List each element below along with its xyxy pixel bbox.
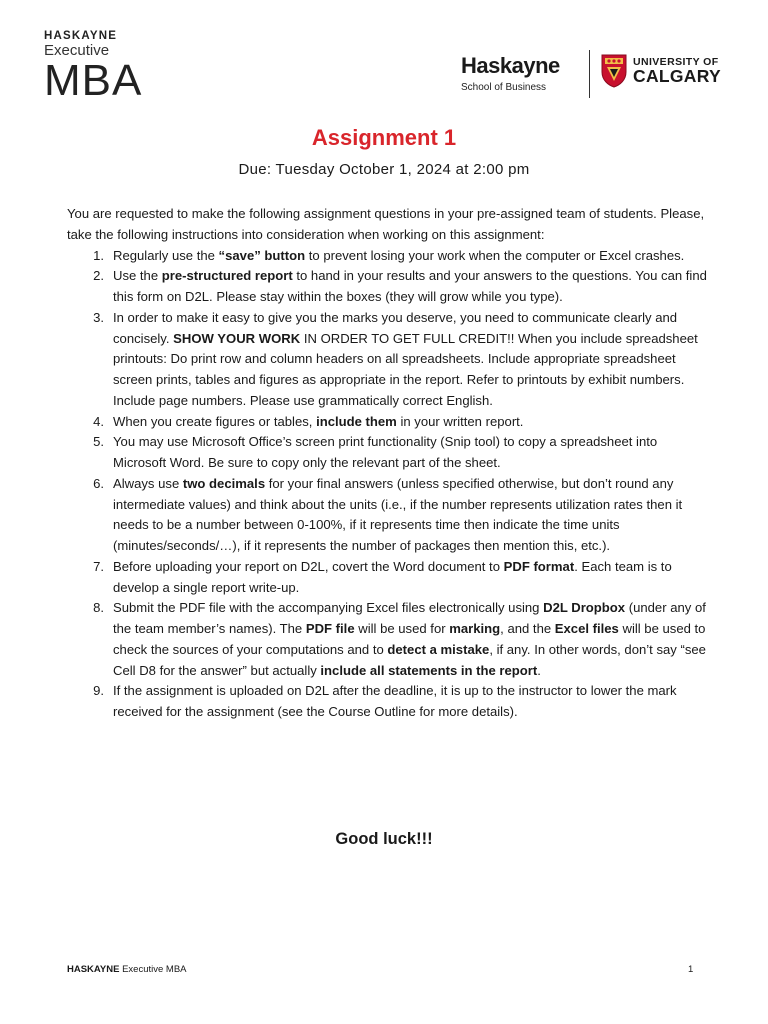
due-date: Due: Tuesday October 1, 2024 at 2:00 pm — [238, 161, 530, 178]
instruction-number: 1. — [93, 247, 104, 263]
instruction-text: In order to make it easy to give you the marks you deserve, you need to communicate clearly and concisely. SHOW YOUR WORK IN ORDER TO GET FULL CREDIT!! When you include spreadsheet printouts: Do print row and column headers on all spreadsheets. Include appropriate spreadsheet screen prints, tables and figures as appropriate in the report. Refer to printouts by exhibit numbers. Include page numbers. Please use grammatically correct English. — [113, 309, 698, 408]
closing-text: Good luck!!! — [335, 830, 433, 848]
instruction-number: 6. — [93, 475, 104, 491]
instruction-number: 9. — [93, 683, 104, 699]
exec-logo-mba: MBA — [44, 56, 143, 105]
instruction-number: 8. — [93, 600, 104, 616]
page-footer — [67, 964, 187, 975]
haskayne-school-logo — [461, 55, 581, 93]
exec-logo-brand: HASKAYNE — [44, 30, 118, 42]
instruction-number: 2. — [93, 268, 104, 284]
instructions-list — [67, 246, 707, 723]
uc-logo-line2: CALGARY — [633, 65, 721, 86]
instruction-item — [67, 681, 707, 723]
instruction-text: You may use Microsoft Office’s screen print functionality (Snip tool) to copy a spreadsheet into Microsoft Word. Be sure to copy only the relevant part of the sheet. — [113, 434, 658, 470]
instruction-text: Use the pre-structured report to hand in your results and your answers to the questions. You can find this form on D2L. Please stay within the boxes (they will grow while you type). — [113, 268, 707, 304]
instruction-text: Submit the PDF file with the accompanying Excel files electronically using D2L Dropbox (under any of the team member’s names). The PDF file will be used for marking, and the Excel files will be used to check the sources of your computations and to detect a mistake, if any. In other words, don’t say “see Cell D8 for the answer” but actually include all statements in the report. — [113, 600, 706, 678]
instruction-item — [67, 266, 707, 308]
intro-paragraph: You are requested to make the following assignment questions in your pre-assigned team of students. Please, take the following instructions into consideration when working on this assignment: — [67, 206, 705, 242]
instruction-number: 3. — [93, 309, 104, 325]
footer-program: Executive MBA — [119, 964, 187, 975]
instruction-item — [67, 474, 707, 557]
haskayne-executive-mba-logo — [44, 30, 174, 103]
instruction-text: If the assignment is uploaded on D2L after the deadline, it is up to the instructor to lower the mark received for the assignment (see the Course Outline for more details). — [113, 683, 677, 719]
uc-shield-icon — [601, 54, 627, 88]
instruction-number: 5. — [93, 434, 104, 450]
haskayne-logo-school: School of Business — [461, 82, 547, 93]
university-of-calgary-logo — [601, 54, 721, 88]
instruction-text: Always use two decimals for your final answers (unless specified otherwise, but don’t round any intermediate values) and think about the units (i.e., if the number represents utilization rates then it needs to be a number between 0-100%, if it represents time then indicate the time units (minutes/seconds/…), if it represents the number of packages then mention this, etc.). — [113, 475, 683, 553]
haskayne-logo-name: Haskayne — [461, 53, 560, 78]
instruction-item — [67, 598, 707, 681]
instruction-text: Before uploading your report on D2L, covert the Word document to PDF format. Each team is to develop a single report write-up. — [113, 558, 672, 595]
footer-brand: HASKAYNE — [67, 964, 120, 975]
instruction-item — [67, 557, 707, 599]
instruction-item — [67, 412, 707, 433]
instruction-item — [67, 308, 707, 412]
instruction-text: Regularly use the “save” button to prevent losing your work when the computer or Excel crashes. — [113, 247, 685, 263]
instruction-number: 4. — [93, 413, 104, 429]
page-number: 1 — [688, 964, 694, 975]
instruction-item — [67, 246, 707, 267]
uc-logo-line1: UNIVERSITY OF — [633, 55, 719, 68]
assignment-title: Assignment 1 — [311, 125, 457, 150]
instruction-number: 7. — [93, 558, 104, 574]
instruction-item — [67, 432, 707, 474]
instruction-text: When you create figures or tables, include them in your written report. — [113, 413, 524, 429]
exec-logo-executive: Executive — [44, 42, 110, 59]
logo-divider — [589, 50, 590, 98]
instructions-section — [67, 204, 707, 723]
